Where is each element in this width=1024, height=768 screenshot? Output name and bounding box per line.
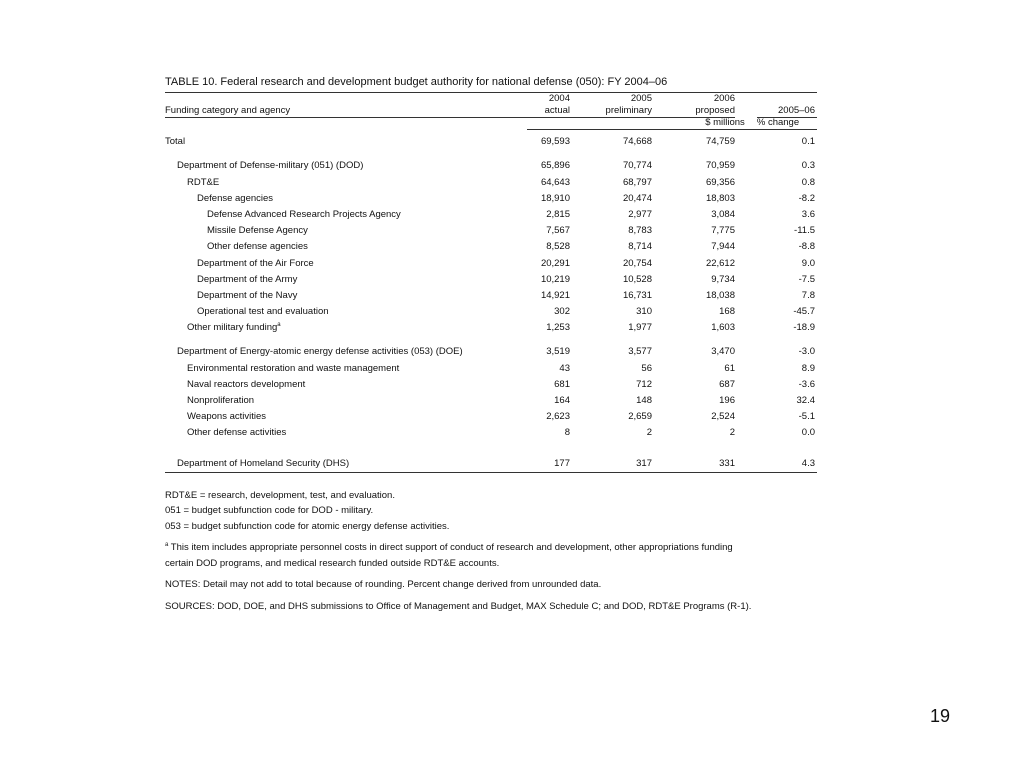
abbr-rdte: RDT&E = research, development, test, and evaluation.	[165, 490, 395, 501]
abbr-051: 051 = budget subfunction code for DOD - military.	[165, 505, 374, 517]
header-2004: 2004	[548, 93, 570, 105]
table-row: Weapons activities 2,623 2,659 2,524 -5.1	[187, 411, 815, 423]
table-row: Defense agencies 18,910 20,474 18,803 -8.2	[197, 192, 815, 204]
table-row: Department of the Navy 14,921 16,731 18,038 7.8	[197, 289, 815, 301]
table-row: Naval reactors development 681 712 687 -3.6	[187, 378, 815, 390]
table-row: Missile Defense Agency 7,567 8,783 7,775 -11.5	[207, 225, 815, 237]
footnote-marker: a	[277, 322, 281, 329]
footnote-marker: a	[165, 542, 169, 549]
header-2005-06: 2005–06	[778, 105, 815, 117]
header-pct-change: % change	[756, 117, 800, 129]
page-number: 19	[930, 706, 951, 726]
header-row-status	[165, 105, 817, 117]
header-proposed: proposed	[695, 105, 735, 117]
table-row: Other defense activities 8 2 2 0.0	[187, 427, 815, 439]
header-preliminary: preliminary	[605, 105, 652, 117]
header-row-units	[165, 117, 817, 129]
footnote-a-cont: certain DOD programs, and medical research funded outside RDT&E accounts.	[165, 557, 500, 569]
footnote-a: $^a$ This item includes appropriate personnel costs in direct support of conduct of research and development, other appropriations funding	[165, 542, 733, 554]
header-row-years	[165, 93, 817, 105]
table-row: Total 69,593 74,668 74,759 0.1	[165, 136, 815, 148]
header-2006: 2006	[713, 93, 735, 105]
header-bottom-rule	[527, 129, 817, 130]
table-row: Nonproliferation 164 148 196 32.4	[187, 395, 815, 406]
table-row: Operational test and evaluation 302 310 168 -45.7	[197, 306, 815, 318]
table-row: Environmental restoration and waste management 43 56 61 8.9	[187, 362, 815, 374]
footnotes	[165, 490, 817, 612]
table-row: Department of Defense-military (051) (DOD) 65,896 70,774 70,959 0.3	[177, 160, 815, 172]
sources: SOURCES: DOD, DOE, and DHS submissions to Office of Management and Budget, MAX Schedule C; and DOD, RDT&E Programs (R-1).	[165, 600, 752, 612]
table-row: Department of the Air Force 20,291 20,754 22,612 9.0	[197, 257, 815, 269]
header-2005: 2005	[630, 93, 652, 105]
table-row: Other military funding$^a$ 1,253 1,977 1,603 -18.9	[187, 322, 815, 334]
table-row: Defense Advanced Research Projects Agency 2,815 2,977 3,084 3.6	[207, 208, 815, 220]
table-row: Department of Energy-atomic energy defense activities (053) (DOE) 3,519 3,577 3,470 -3.0	[177, 346, 815, 358]
header-funding-category: Funding category and agency	[165, 105, 291, 117]
bottom-rule	[165, 472, 817, 473]
table-row: Department of Homeland Security (DHS) 177 317 331 4.3	[177, 457, 815, 469]
header-actual: actual	[544, 105, 570, 117]
abbr-053: 053 = budget subfunction code for atomic energy defense activities.	[165, 520, 450, 532]
table-row: RDT&E 64,643 68,797 69,356 0.8	[187, 176, 815, 188]
notes: NOTES: Detail may not add to total because of rounding. Percent change derived from unrounded data.	[165, 579, 602, 591]
table-body	[165, 134, 817, 472]
table-title: TABLE 10. Federal research and development budget authority for national defense (050): FY 2004–06	[165, 76, 668, 88]
header-units: $ millions	[705, 117, 745, 129]
table-row: Department of the Army 10,219 10,528 9,734 -7.5	[197, 273, 815, 285]
table-row: Other defense agencies 8,528 8,714 7,944 -8.8	[207, 241, 815, 253]
budget-table	[165, 76, 817, 473]
